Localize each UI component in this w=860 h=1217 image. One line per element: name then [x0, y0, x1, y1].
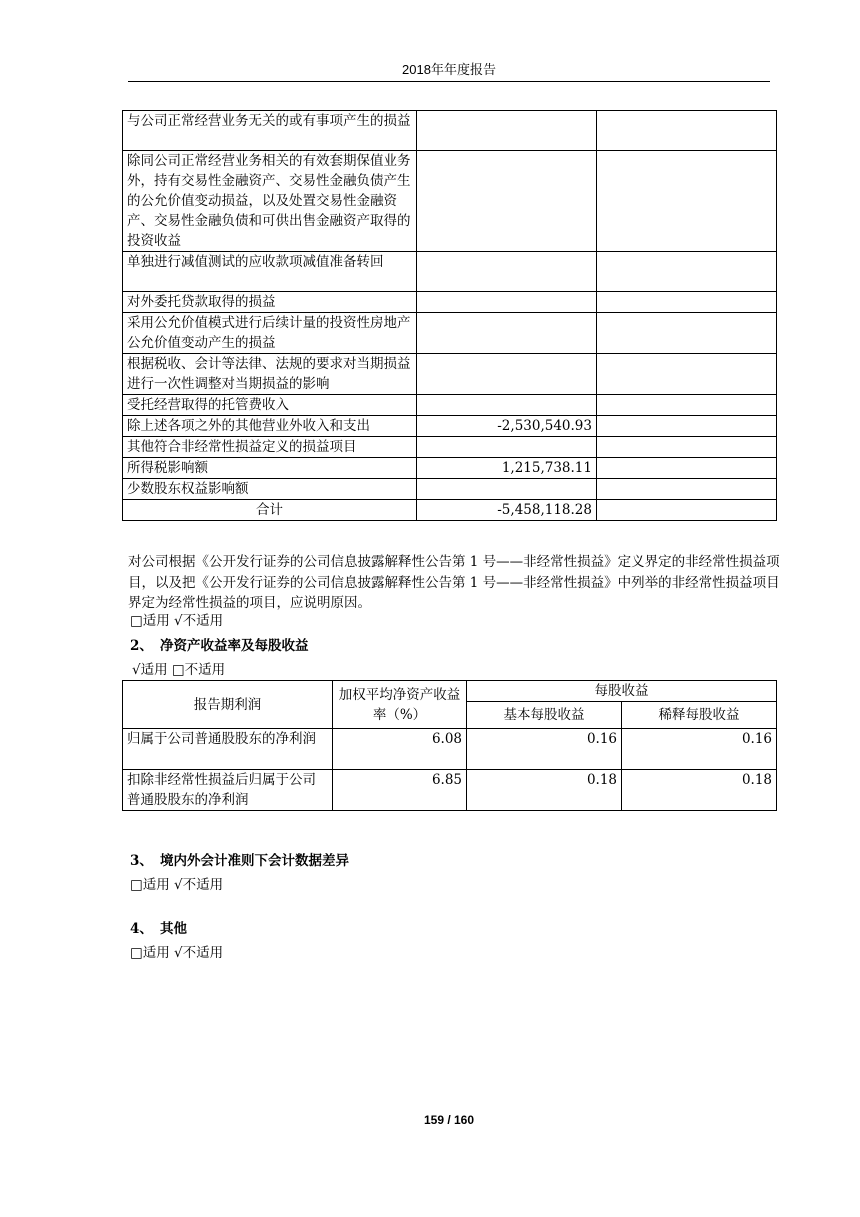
row-label: 少数股东权益影响额 — [123, 479, 417, 500]
row-label: 根据税收、会计等法律、法规的要求对当期损益进行一次性调整对当期损益的影响 — [123, 354, 417, 395]
row-note — [597, 292, 777, 313]
section-4-number: 4、 — [130, 921, 153, 937]
row-note — [597, 111, 777, 151]
row-label: 扣除非经常性损益后归属于公司普通股股东的净利润 — [123, 770, 333, 811]
table-row — [123, 729, 777, 770]
row-label: 对外委托贷款取得的损益 — [123, 292, 417, 313]
header-eps-group: 每股收益 — [467, 681, 777, 702]
table-row — [123, 292, 777, 313]
section-4-title: 其他 — [160, 921, 187, 937]
total-row — [123, 500, 777, 521]
section-4-option: □适用 √不适用 — [130, 945, 224, 961]
header-basic-eps: 基本每股收益 — [467, 702, 622, 729]
table-row — [123, 313, 777, 354]
section-3-number: 3、 — [130, 853, 153, 869]
row-amount — [417, 354, 597, 395]
header-report-profit: 报告期利润 — [123, 681, 333, 729]
paragraph-option: □适用 √不适用 — [130, 613, 224, 629]
row-amount: 1,215,738.11 — [417, 458, 597, 479]
section-3-title: 境内外会计准则下会计数据差异 — [160, 853, 349, 869]
explanation-paragraph: 对公司根据《公开发行证券的公司信息披露解释性公告第 1 号——非经常性损益》定义界定的非经常性损益项目，以及把《公开发行证券的公司信息披露解释性公告第 1 号——非经常性损益》中列举的非经常性损益项目界定为经常性损益的项目，应说明原因。 — [128, 554, 780, 611]
row-basic-eps: 0.18 — [467, 770, 622, 811]
header-diluted-eps: 稀释每股收益 — [622, 702, 777, 729]
table-row — [123, 111, 777, 151]
row-label: 受托经营取得的托管费收入 — [123, 395, 417, 416]
total-amount: -5,458,118.28 — [417, 500, 597, 521]
row-amount — [417, 111, 597, 151]
total-note — [597, 500, 777, 521]
total-label: 合计 — [123, 500, 417, 521]
table-row — [123, 252, 777, 292]
section-2-option: √适用 □不适用 — [132, 662, 226, 678]
section-4-heading — [130, 919, 187, 939]
row-label: 其他符合非经常性损益定义的损益项目 — [123, 437, 417, 458]
table-row — [123, 354, 777, 395]
header-weighted-roe: 加权平均净资产收益率（%） — [333, 681, 467, 729]
row-note — [597, 458, 777, 479]
section-2-number: 2、 — [130, 638, 153, 654]
row-label: 除同公司正常经营业务相关的有效套期保值业务外，持有交易性金融资产、交易性金融负债产生的公允价值变动损益，以及处置交易性金融资产、交易性金融负债和可供出售金融资产取得的投资收益 — [123, 151, 417, 252]
section-2-title: 净资产收益率及每股收益 — [160, 638, 309, 654]
table-row — [123, 770, 777, 811]
row-note — [597, 479, 777, 500]
row-note — [597, 313, 777, 354]
row-label: 与公司正常经营业务无关的或有事项产生的损益 — [123, 111, 417, 151]
section-3-option: □适用 √不适用 — [130, 877, 224, 893]
row-diluted-eps: 0.18 — [622, 770, 777, 811]
row-note — [597, 437, 777, 458]
section-3-heading — [130, 851, 349, 871]
page-header: 2018年年度报告 — [402, 62, 496, 77]
section-2-heading — [130, 636, 309, 656]
row-note — [597, 354, 777, 395]
row-label: 除上述各项之外的其他营业外收入和支出 — [123, 416, 417, 437]
row-amount — [417, 313, 597, 354]
row-amount — [417, 395, 597, 416]
row-label: 单独进行减值测试的应收款项减值准备转回 — [123, 252, 417, 292]
row-basic-eps: 0.16 — [467, 729, 622, 770]
row-amount — [417, 292, 597, 313]
row-roe: 6.85 — [333, 770, 467, 811]
table-row — [123, 416, 777, 437]
row-note — [597, 395, 777, 416]
table-row — [123, 151, 777, 252]
row-diluted-eps: 0.16 — [622, 729, 777, 770]
header-rule — [128, 81, 770, 82]
row-amount — [417, 479, 597, 500]
table-row — [123, 437, 777, 458]
row-amount: -2,530,540.93 — [417, 416, 597, 437]
row-amount — [417, 437, 597, 458]
row-label: 归属于公司普通股股东的净利润 — [123, 729, 333, 770]
row-label: 所得税影响额 — [123, 458, 417, 479]
row-note — [597, 416, 777, 437]
row-roe: 6.08 — [333, 729, 467, 770]
page-number: 159 / 160 — [423, 1113, 475, 1127]
roe-eps-table — [122, 680, 777, 811]
table-row — [123, 395, 777, 416]
table-row — [123, 479, 777, 500]
table-row — [123, 458, 777, 479]
non-recurring-gains-table — [122, 110, 777, 521]
row-note — [597, 252, 777, 292]
row-amount — [417, 252, 597, 292]
row-amount — [417, 151, 597, 252]
row-note — [597, 151, 777, 252]
row-label: 采用公允价值模式进行后续计量的投资性房地产公允价值变动产生的损益 — [123, 313, 417, 354]
